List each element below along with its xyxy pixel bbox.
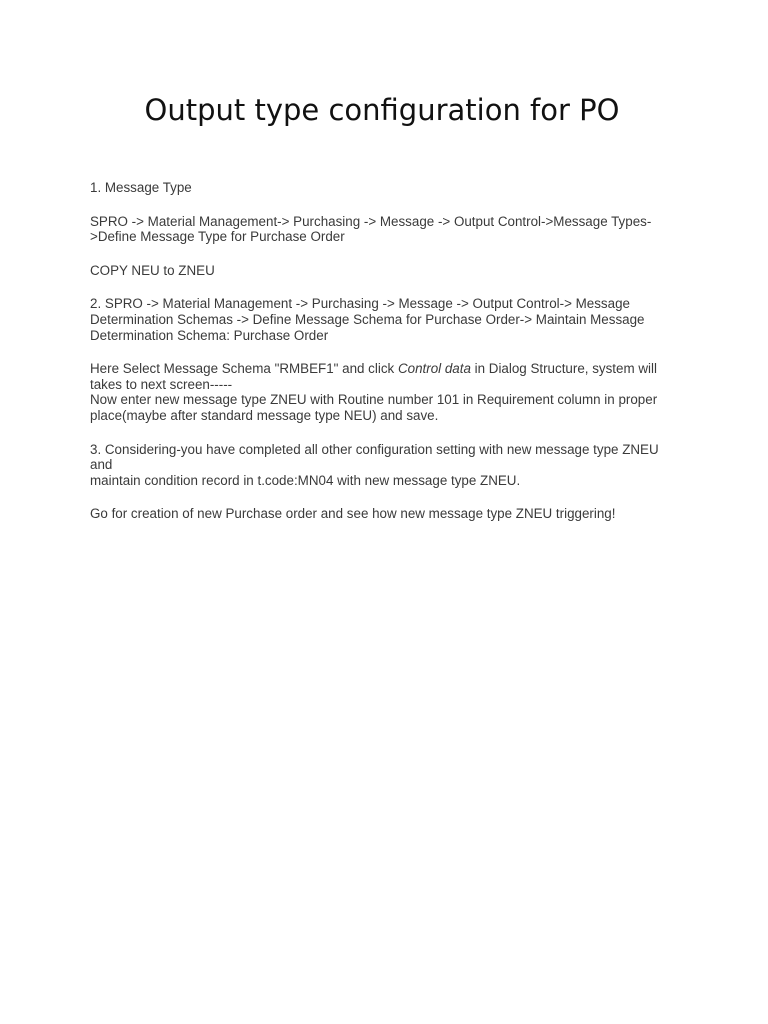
document-title: Output type configuration for PO (144, 93, 620, 127)
step-2-path: 2. SPRO -> Material Management -> Purchasing -> Message -> Output Control-> Message Determination Schemas -> Define Message Schema for Purchase Order-> Maintain Message Determination Schema: Purchase Order (90, 296, 645, 343)
document-body (90, 180, 682, 540)
step-1-path: SPRO -> Material Management-> Purchasing -> Message -> Output Control->Message Types- >Define Message Type for Purchase Order (90, 213, 652, 245)
schema-text-after: in Dialog Structure, system will takes to next screen----- Now enter new message type ZNEU with Routine number 101 in Requirement column in proper place(maybe after standard message type NEU) and save. (90, 361, 658, 423)
step-3-text: 3. Considering-you have completed all other configuration setting with new message type ZNEU and maintain condition record in t.code:MN04 with new message type ZNEU. (90, 441, 659, 488)
schema-instruction (90, 361, 682, 423)
closing-text: Go for creation of new Purchase order and see how new message type ZNEU triggering! (90, 506, 616, 522)
copy-instruction: COPY NEU to ZNEU (90, 262, 215, 278)
schema-text-before: Here Select Message Schema "RMBEF1" and click (90, 361, 398, 377)
step-1-heading: 1. Message Type (90, 180, 192, 195)
control-data-emphasis: Control data (397, 361, 471, 377)
